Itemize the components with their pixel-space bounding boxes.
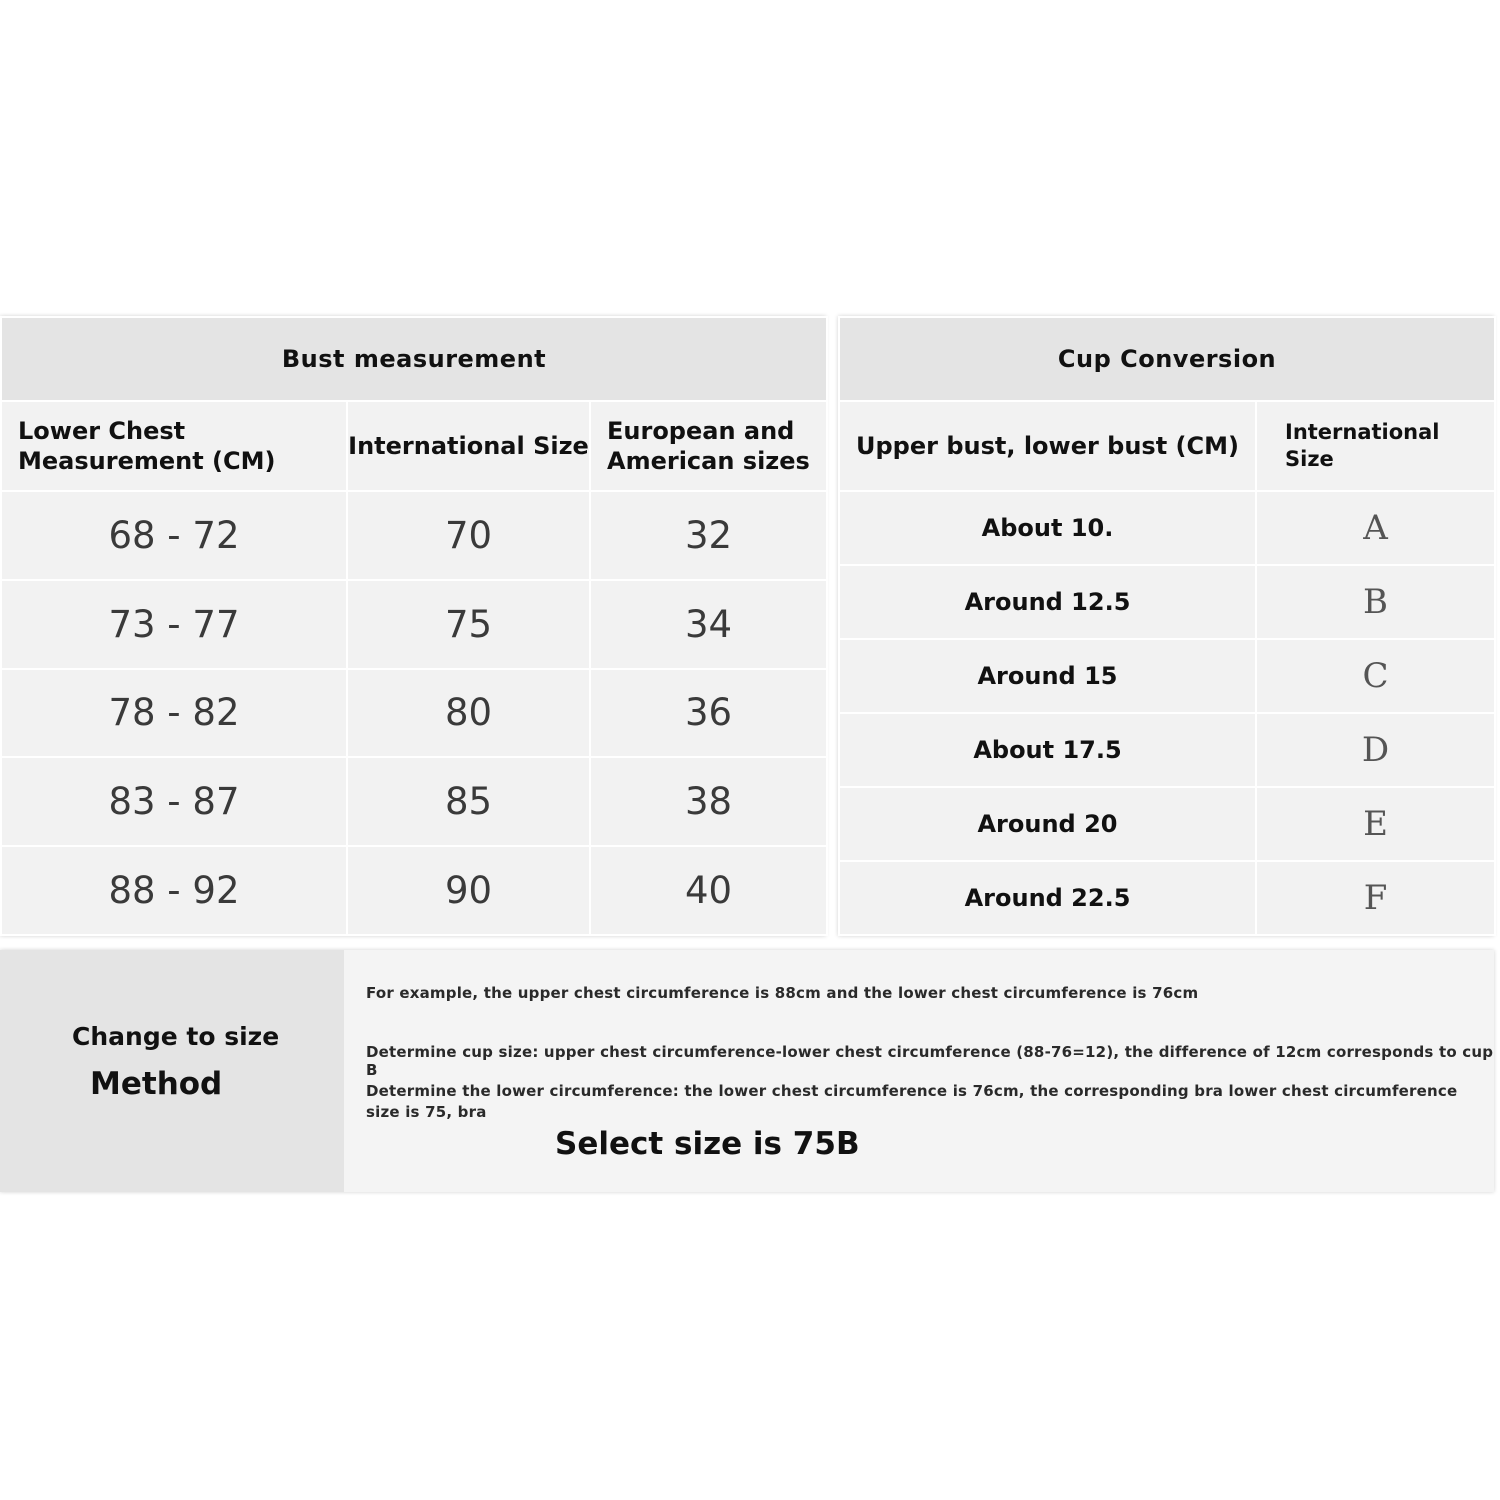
- table-row: [1, 669, 827, 758]
- eu-us-size-cell: 32: [590, 491, 827, 580]
- table-row: [839, 861, 1495, 935]
- example-note: For example, the upper chest circumference is 88cm and the lower chest circumference is 76cm: [366, 984, 1199, 1002]
- eu-us-size-cell: 34: [590, 580, 827, 669]
- table-row: [839, 491, 1495, 565]
- bust-measurement-table: [0, 316, 826, 936]
- table-row: [839, 639, 1495, 713]
- lower-chest-cell: 68 - 72: [1, 491, 347, 580]
- table-row: [839, 787, 1495, 861]
- lower-chest-cell: 78 - 82: [1, 669, 347, 758]
- table-row: [1, 491, 827, 580]
- eu-us-size-header: European and American sizes: [590, 401, 827, 491]
- cup-conversion-table: [838, 316, 1494, 936]
- cup-letter-cell: A: [1256, 491, 1495, 565]
- bust-difference-cell: Around 20: [839, 787, 1256, 861]
- eu-us-size-cell: 40: [590, 846, 827, 935]
- bust-difference-cell: Around 22.5: [839, 861, 1256, 935]
- bust-table-title: Bust measurement: [1, 317, 827, 401]
- cup-letter-cell: C: [1256, 639, 1495, 713]
- lower-rule-note: Determine the lower circumference: the lower chest circumference is 76cm, the corresponding bra lower chest circumference size is 75, bra: [366, 1082, 1458, 1121]
- table-row: [1, 580, 827, 669]
- method-label-line2: Method: [90, 1066, 223, 1102]
- eu-us-size-cell: 38: [590, 757, 827, 846]
- cup-rule-note: Determine cup size: upper chest circumference-lower chest circumference (88-76=12), the difference of 12cm corresponds to cup B: [366, 1043, 1494, 1079]
- international-size-cell: 75: [347, 580, 590, 669]
- table-row: [839, 565, 1495, 639]
- international-size-header: International Size: [347, 401, 590, 491]
- method-label-line1: Change to size: [72, 1022, 280, 1051]
- cup-international-size-header: International Size: [1256, 401, 1495, 491]
- lower-chest-header: Lower Chest Measurement (CM): [1, 401, 347, 491]
- international-size-cell: 80: [347, 669, 590, 758]
- cup-letter-cell: D: [1256, 713, 1495, 787]
- bust-difference-cell: Around 15: [839, 639, 1256, 713]
- lower-chest-cell: 73 - 77: [1, 580, 347, 669]
- size-method-panel: [0, 950, 1494, 1192]
- cup-table-title: Cup Conversion: [839, 317, 1495, 401]
- international-size-cell: 90: [347, 846, 590, 935]
- cup-letter-cell: E: [1256, 787, 1495, 861]
- bust-difference-cell: About 17.5: [839, 713, 1256, 787]
- lower-chest-cell: 83 - 87: [1, 757, 347, 846]
- bust-difference-cell: Around 12.5: [839, 565, 1256, 639]
- method-label-box: [0, 950, 344, 1192]
- upper-lower-bust-header: Upper bust, lower bust (CM): [839, 401, 1256, 491]
- international-size-cell: 70: [347, 491, 590, 580]
- table-row: [1, 757, 827, 846]
- eu-us-size-cell: 36: [590, 669, 827, 758]
- table-row: [1, 846, 827, 935]
- cup-letter-cell: F: [1256, 861, 1495, 935]
- cup-letter-cell: B: [1256, 565, 1495, 639]
- select-size-result: Select size is 75B: [555, 1126, 860, 1162]
- bust-difference-cell: About 10.: [839, 491, 1256, 565]
- table-row: [839, 713, 1495, 787]
- international-size-cell: 85: [347, 757, 590, 846]
- lower-chest-cell: 88 - 92: [1, 846, 347, 935]
